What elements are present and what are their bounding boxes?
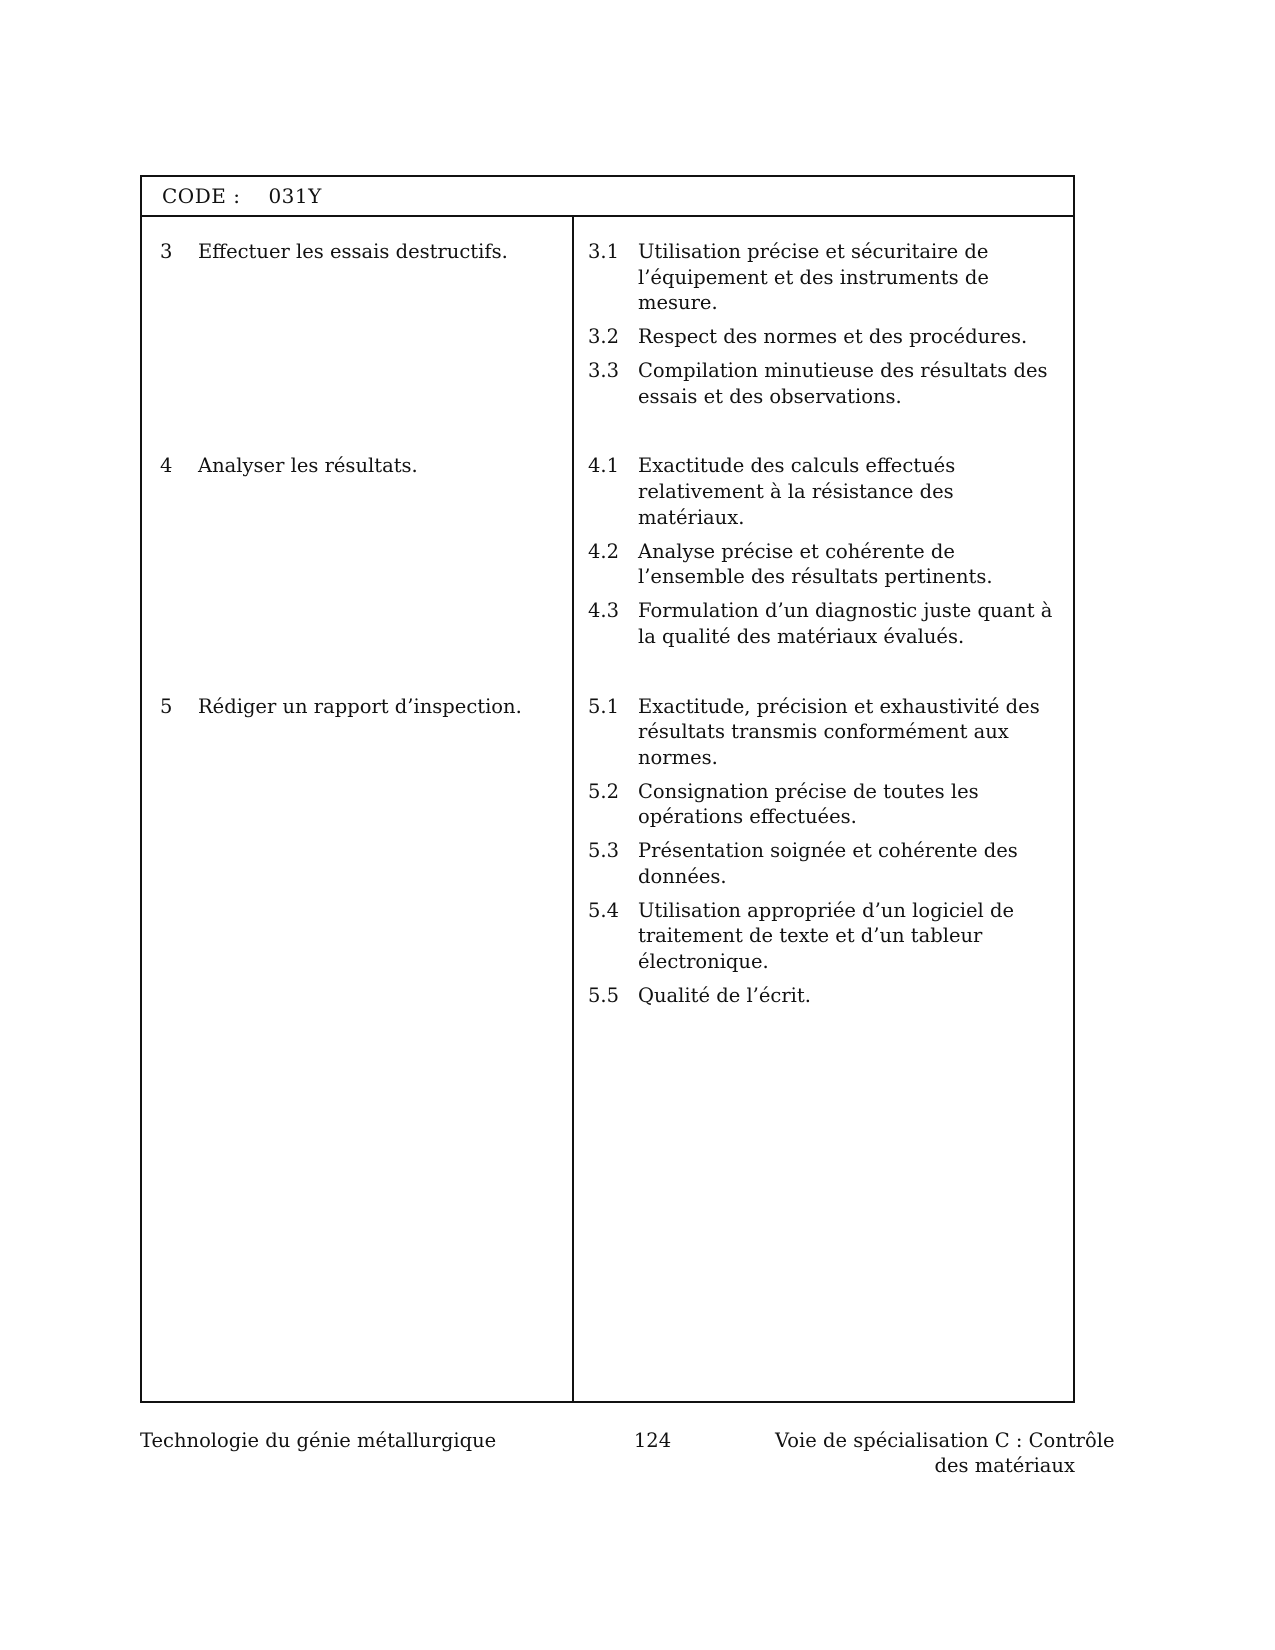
- criterion-text: Présentation soignée et cohérente des données.: [638, 839, 1018, 888]
- criteria-cell: [572, 1053, 1073, 1401]
- criterion-text: Compilation minutieuse des résultats des essais et des observations.: [638, 358, 1048, 408]
- objective-cell: [142, 694, 572, 1053]
- criterion-number: 5.4: [588, 898, 620, 922]
- code-header-row: [142, 177, 1073, 217]
- criterion-item: [588, 694, 1059, 771]
- criterion-text: Consignation précise de toutes les opérations effectuées.: [638, 779, 979, 829]
- criterion-text: Utilisation précise et sécuritaire de l’équipement et des instruments de mesure.: [638, 240, 989, 315]
- objective: [160, 239, 556, 265]
- footer-section-title-line1: Voie de spécialisation C : Contrôle: [775, 1429, 1115, 1452]
- objective-text: Effectuer les essais destructifs.: [198, 240, 508, 263]
- criterion-item: [588, 453, 1059, 530]
- criterion-item: [588, 358, 1059, 409]
- criterion-text: Respect des normes et des procédures.: [638, 325, 1028, 349]
- objective-cell: [142, 453, 572, 693]
- objective-cell: [142, 1053, 572, 1401]
- criterion-text: Formulation d’un diagnostic juste quant à la qualité des matériaux évalués.: [638, 599, 1053, 648]
- criteria-cell: [572, 694, 1073, 1053]
- criterion-text: Qualité de l’écrit.: [638, 983, 811, 1007]
- objective-text: Analyser les résultats.: [198, 454, 418, 478]
- criterion-text: Utilisation appropriée d’un logiciel de traitement de texte et d’un tableur électronique.: [638, 898, 1015, 974]
- criterion-number: 5.3: [588, 839, 620, 863]
- objective-text: Rédiger un rapport d’inspection.: [198, 694, 522, 718]
- criterion-number: 3.3: [588, 358, 620, 382]
- objective: [160, 453, 556, 479]
- criterion-item: [588, 324, 1059, 350]
- criterion-text: Analyse précise et cohérente de l’ensemble des résultats pertinents.: [638, 539, 993, 589]
- criterion-item: [588, 838, 1059, 889]
- criteria-cell: [572, 217, 1073, 453]
- criterion-item: [588, 983, 1059, 1009]
- criteria-cell: [572, 453, 1073, 693]
- criterion-number: 5.2: [588, 779, 620, 803]
- table-row: [142, 694, 1073, 1053]
- objective-cell: [142, 217, 572, 453]
- table-row: [142, 217, 1073, 453]
- criterion-item: [588, 898, 1059, 975]
- criterion-number: 3.2: [588, 325, 620, 349]
- criterion-item: [588, 779, 1059, 830]
- competency-table: [140, 175, 1075, 1403]
- criterion-item: [588, 598, 1059, 649]
- criterion-number: 4.3: [588, 599, 620, 623]
- objective-number: 3: [160, 240, 173, 263]
- objective: [160, 694, 556, 720]
- footer-section-title-line2: des matériaux: [934, 1454, 1075, 1478]
- criterion-number: 3.1: [588, 240, 620, 263]
- objective-number: 4: [160, 454, 173, 478]
- criterion-number: 5.5: [588, 983, 620, 1007]
- footer-page-number: 124: [633, 1429, 672, 1452]
- criterion-number: 4.2: [588, 539, 620, 563]
- criterion-text: Exactitude des calculs effectués relativement à la résistance des matériaux.: [638, 454, 956, 529]
- criterion-item: [588, 239, 1059, 316]
- table-body: [142, 217, 1073, 1401]
- objective-number: 5: [160, 694, 173, 718]
- code-label: CODE :: [162, 184, 241, 208]
- code-value: 031Y: [268, 184, 322, 208]
- footer-section-title: [775, 1428, 1115, 1479]
- criterion-text: Exactitude, précision et exhaustivité des résultats transmis conformément aux normes.: [638, 694, 1040, 770]
- criterion-number: 4.1: [588, 454, 620, 478]
- footer-document-title: Technologie du génie métallurgique: [140, 1429, 497, 1452]
- table-row: [142, 453, 1073, 693]
- table-filler-row: [142, 1053, 1073, 1401]
- criterion-number: 5.1: [588, 694, 620, 718]
- page-footer: [140, 1428, 1115, 1479]
- criterion-item: [588, 539, 1059, 590]
